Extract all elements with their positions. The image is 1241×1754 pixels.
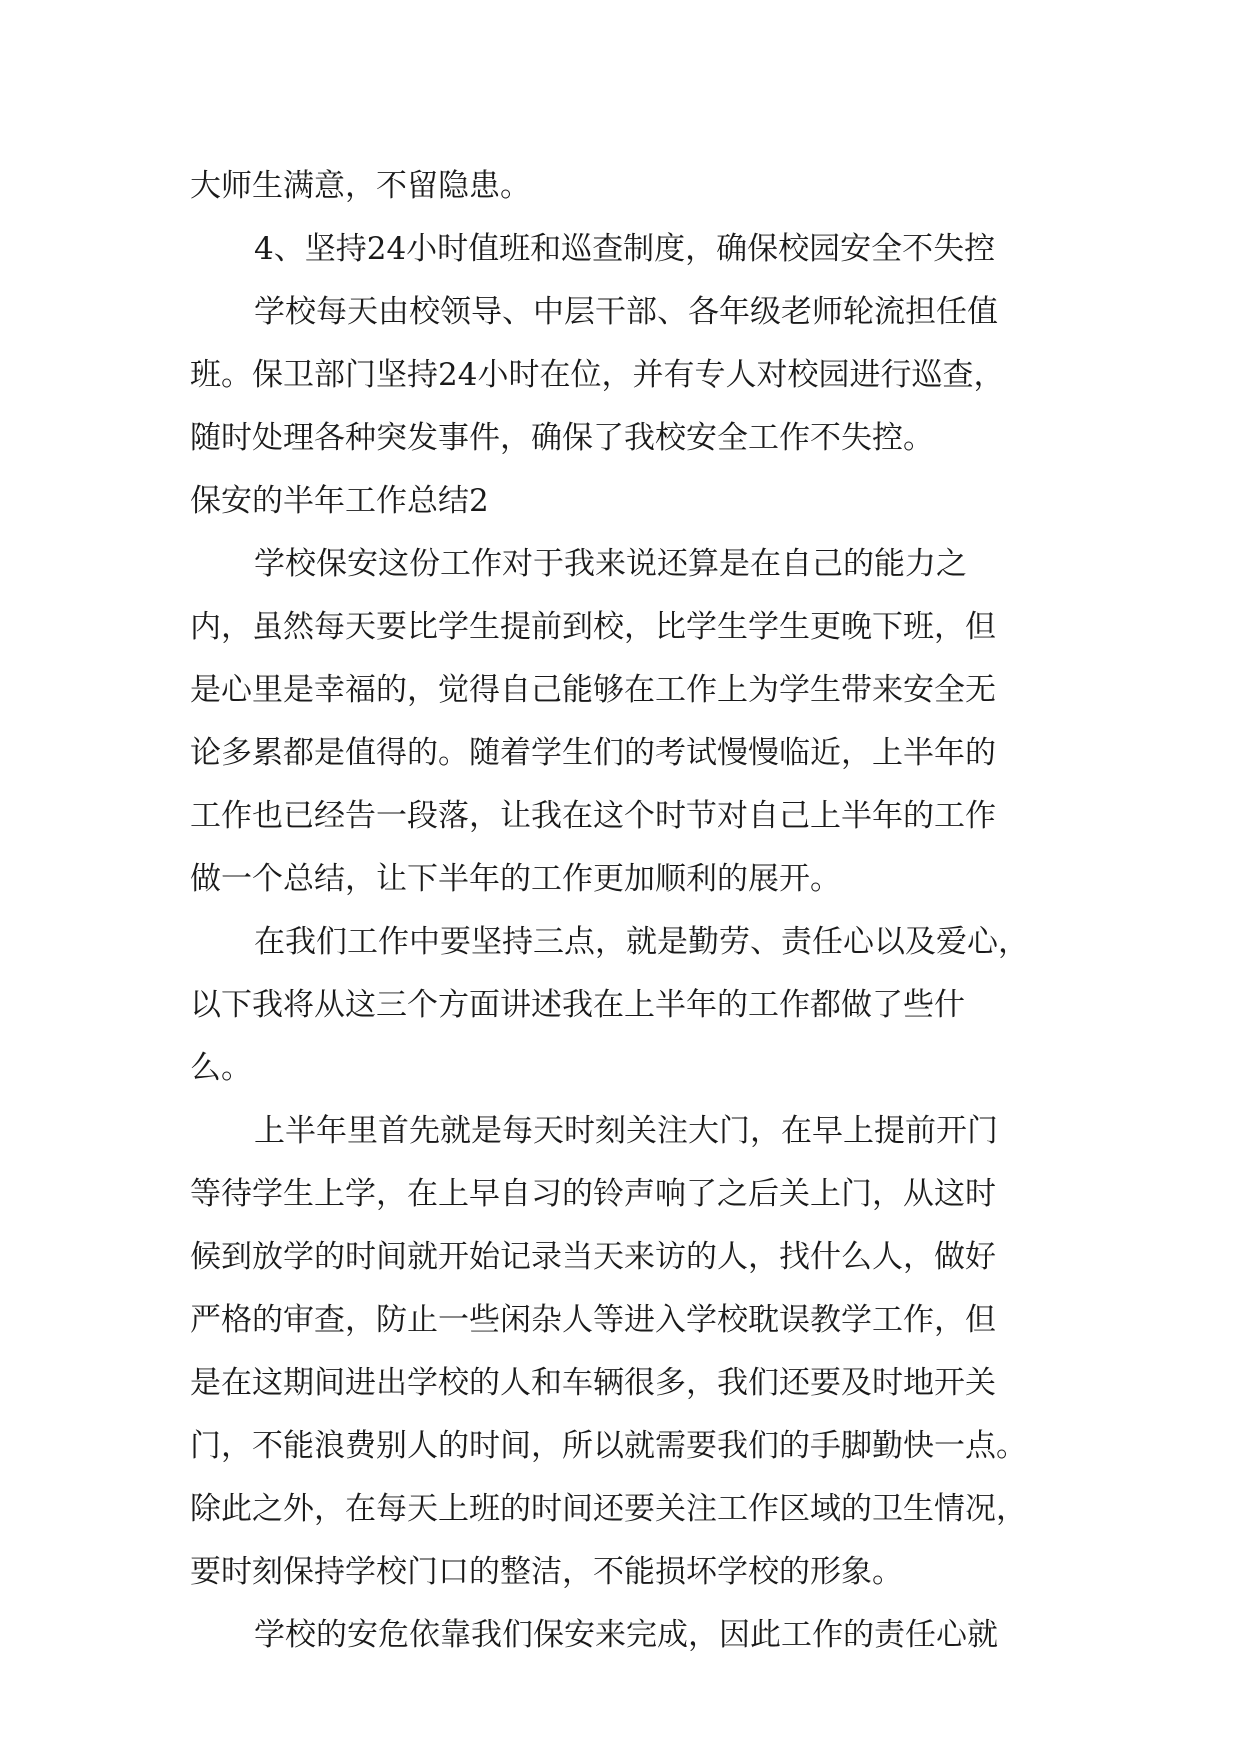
paragraph-line: 随时处理各种突发事件，确保了我校安全工作不失控。 (190, 420, 934, 456)
paragraph-line: 么。 (190, 1050, 252, 1086)
paragraph-line: 是心里是幸福的，觉得自己能够在工作上为学生带来安全无 (190, 672, 996, 708)
section-heading: 4、坚持24小时值班和巡查制度，确保校园安全不失控 (254, 231, 996, 267)
paragraph-line: 学校每天由校领导、中层干部、各年级老师轮流担任值 (254, 294, 998, 330)
paragraph-line: 班。保卫部门坚持24小时在位，并有专人对校园进行巡查， (190, 357, 1005, 393)
paragraph-line: 在我们工作中要坚持三点，就是勤劳、责任心以及爱心， (254, 924, 1029, 960)
paragraph-line: 内，虽然每天要比学生提前到校，比学生学生更晚下班，但 (190, 609, 996, 645)
paragraph-line: 上半年里首先就是每天时刻关注大门，在早上提前开门 (254, 1113, 998, 1149)
paragraph-line: 门，不能浪费别人的时间，所以就需要我们的手脚勤快一点。 (190, 1428, 1027, 1464)
document-title: 保安的半年工作总结2 (190, 483, 489, 519)
paragraph-line: 候到放学的时间就开始记录当天来访的人，找什么人，做好 (190, 1239, 996, 1275)
paragraph-line: 论多累都是值得的。随着学生们的考试慢慢临近，上半年的 (190, 735, 996, 771)
paragraph-line: 以下我将从这三个方面讲述我在上半年的工作都做了些什 (190, 987, 965, 1023)
paragraph-line: 要时刻保持学校门口的整洁，不能损坏学校的形象。 (190, 1554, 903, 1590)
paragraph-line: 学校保安这份工作对于我来说还算是在自己的能力之 (254, 546, 967, 582)
paragraph-line: 除此之外，在每天上班的时间还要关注工作区域的卫生情况， (190, 1491, 1027, 1527)
text-line: 大师生满意，不留隐患。 (190, 168, 531, 204)
paragraph-line: 做一个总结，让下半年的工作更加顺利的展开。 (190, 861, 841, 897)
paragraph-line: 工作也已经告一段落，让我在这个时节对自己上半年的工作 (190, 798, 996, 834)
paragraph-line: 学校的安危依靠我们保安来完成，因此工作的责任心就 (254, 1617, 998, 1653)
paragraph-line: 严格的审查，防止一些闲杂人等进入学校耽误教学工作，但 (190, 1302, 996, 1338)
paragraph-line: 是在这期间进出学校的人和车辆很多，我们还要及时地开关 (190, 1365, 996, 1401)
paragraph-line: 等待学生上学，在上早自习的铃声响了之后关上门，从这时 (190, 1176, 996, 1212)
